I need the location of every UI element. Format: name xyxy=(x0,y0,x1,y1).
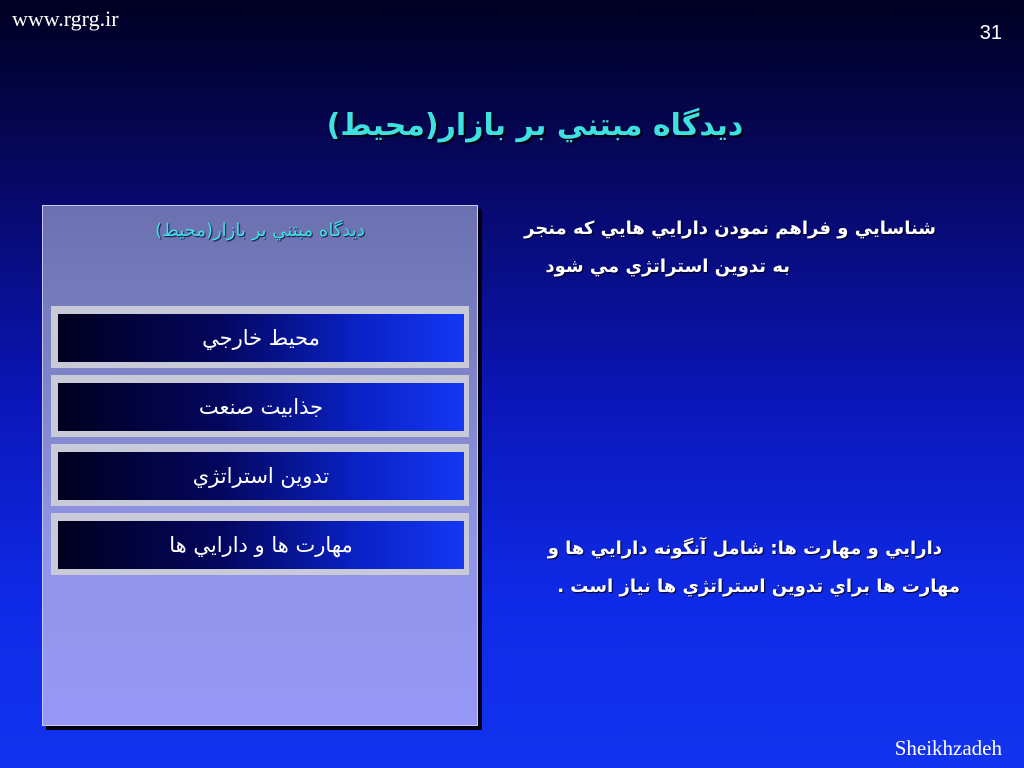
diagram-box-inner xyxy=(58,452,464,500)
panel-title: ديدگاه مبتني بر بازار(محيط) xyxy=(155,220,365,241)
diagram-box-label: تدوين استراتژي xyxy=(192,464,330,488)
diagram-box-label: مهارت ها و دارايي ها xyxy=(169,533,353,557)
description-bottom xyxy=(500,530,960,606)
diagram-box-strategy-formulation xyxy=(51,444,469,506)
diagram-box-inner xyxy=(58,383,464,431)
diagram-box-skills-assets xyxy=(51,513,469,575)
diagram-box-industry-attractiveness xyxy=(51,375,469,437)
description-top-line2: به تدوين استراتژي مي شود xyxy=(545,256,790,277)
description-bottom-line1: دارايي و مهارت ها: شامل آنگونه دارايي ها و xyxy=(547,538,942,559)
author-footer: Sheikhzadeh xyxy=(894,736,1002,760)
diagram-box-external-environment xyxy=(51,306,469,368)
description-bottom-line2: مهارت ها براي تدوين استراتژي ها نياز است . xyxy=(557,576,960,597)
diagram-box-inner xyxy=(58,521,464,569)
diagram-box-label: جذابيت صنعت xyxy=(198,395,324,419)
description-top-line1: شناسايي و فراهم نمودن دارايي هايي كه منجر xyxy=(524,218,936,239)
page-number: 31 xyxy=(979,22,1002,44)
diagram-box-label: محيط خارجي xyxy=(202,326,320,350)
slide-title: ديدگاه مبتني بر بازار(محيط) xyxy=(326,108,744,143)
website-url: www.rgrg.ir xyxy=(12,6,119,31)
diagram-box-inner xyxy=(58,314,464,362)
diagram-panel xyxy=(42,205,478,726)
description-top xyxy=(496,210,936,286)
